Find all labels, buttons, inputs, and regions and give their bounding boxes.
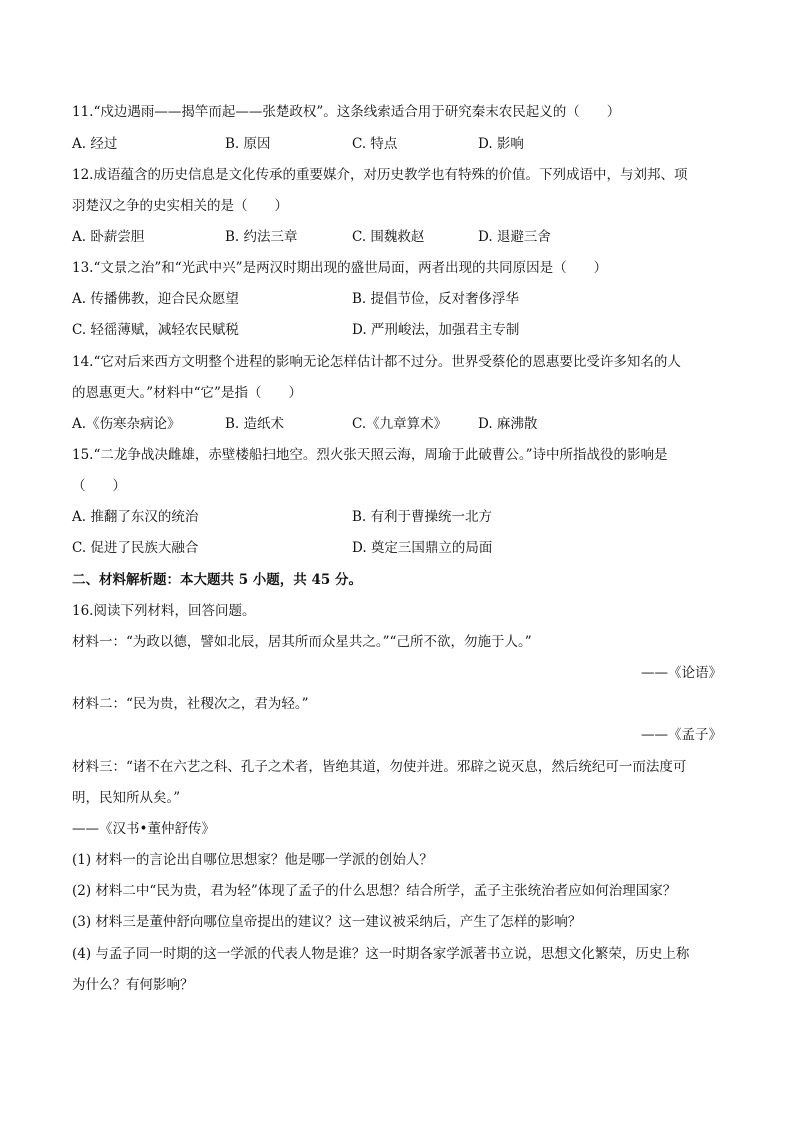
q15-option-a: A. 推翻了东汉的统治 xyxy=(72,509,199,525)
q12-option-d: D. 退避三舍 xyxy=(478,229,551,245)
q11-option-b: B. 原因 xyxy=(225,136,271,152)
material-1-source: ——《论语》 xyxy=(641,665,722,681)
q11-option-a: A. 经过 xyxy=(72,136,118,152)
question-14-stem-line1: 14.“它对后来西方文明整个进程的影响无论怎样估计都不过分。世界受蔡伦的恩惠要比受许多知名的人 xyxy=(72,354,681,370)
material-2-source: ——《孟子》 xyxy=(641,727,722,743)
sub-question-2: (2) 材料二中“民为贵，君为轻”体现了孟子的什么思想？结合所学，孟子主张统治者应如何治理国家？ xyxy=(72,883,677,899)
question-15-stem-line2: （ ） xyxy=(72,478,126,494)
q14-option-b: B. 造纸术 xyxy=(225,416,285,432)
q14-option-c: C.《九章算术》 xyxy=(352,416,448,432)
question-12-stem-line2: 羽楚汉之争的史实相关的是（ ） xyxy=(72,198,288,214)
material-1: 材料一：“为政以德，譬如北辰，居其所而众星共之。”“己所不欲，勿施于人。” xyxy=(72,634,532,650)
sub-question-4-line1: (4) 与孟子同一时期的这一学派的代表人物是谁？这一时期各家学派著书立说，思想文化繁荣，历史上称 xyxy=(72,946,690,962)
question-11-stem: 11.“戍边遇雨——揭竿而起——张楚政权”。这条线索适合用于研究秦末农民起义的（ ） xyxy=(72,104,621,120)
sub-question-3: (3) 材料三是董仲舒向哪位皇帝提出的建议？这一建议被采纳后，产生了怎样的影响？ xyxy=(72,914,582,930)
section-2-heading: 二、材料解析题：本大题共 5 小题，共 45 分。 xyxy=(72,572,362,588)
q11-option-c: C. 特点 xyxy=(352,136,398,152)
material-2: 材料二：“民为贵，社稷次之，君为轻。” xyxy=(72,696,309,712)
material-3-line2: 明，民知所从矣。” xyxy=(72,790,181,806)
q15-option-c: C. 促进了民族大融合 xyxy=(72,540,199,556)
q15-option-d: D. 奠定三国鼎立的局面 xyxy=(352,540,493,556)
material-3-line1: 材料三：“诸不在六艺之科、孔子之术者，皆绝其道，勿使并进。邪辟之说灭息，然后统纪可一而法度可 xyxy=(72,759,687,775)
question-15-stem-line1: 15.“二龙争战决雌雄，赤壁楼船扫地空。烈火张天照云海，周瑜于此破曹公。”诗中所指战役的影响是 xyxy=(72,447,668,463)
q15-option-b: B. 有利于曹操统一北方 xyxy=(352,509,493,525)
question-14-stem-line2: 的恩惠更大。”材料中“它”是指（ ） xyxy=(72,385,302,401)
sub-question-4-line2: 为什么？有何影响？ xyxy=(72,977,194,993)
material-3-source: ——《汉书•董仲舒传》 xyxy=(72,821,215,837)
q12-option-b: B. 约法三章 xyxy=(225,229,298,245)
q12-option-a: A. 卧薪尝胆 xyxy=(72,229,145,245)
question-13-stem: 13.“文景之治”和“光武中兴”是两汉时期出现的盛世局面，两者出现的共同原因是（ ） xyxy=(72,260,608,276)
question-12-stem-line1: 12.成语蕴含的历史信息是文化传承的重要媒介，对历史教学也有特殊的价值。下列成语中，与刘邦、项 xyxy=(72,167,688,183)
q13-option-c: C. 轻徭薄赋，减轻农民赋税 xyxy=(72,322,239,338)
question-16-stem: 16.阅读下列材料，回答问题。 xyxy=(72,603,256,619)
q14-option-d: D. 麻沸散 xyxy=(478,416,538,432)
q13-option-d: D. 严刑峻法，加强君主专制 xyxy=(352,322,520,338)
q13-option-a: A. 传播佛教，迎合民众愿望 xyxy=(72,291,239,307)
q13-option-b: B. 提倡节俭，反对奢侈浮华 xyxy=(352,291,520,307)
q12-option-c: C. 围魏救赵 xyxy=(352,229,425,245)
q11-option-d: D. 影响 xyxy=(478,136,524,152)
q14-option-a: A.《伤寒杂病论》 xyxy=(72,416,181,432)
sub-question-1: (1) 材料一的言论出自哪位思想家？他是哪一学派的创始人？ xyxy=(72,852,433,868)
